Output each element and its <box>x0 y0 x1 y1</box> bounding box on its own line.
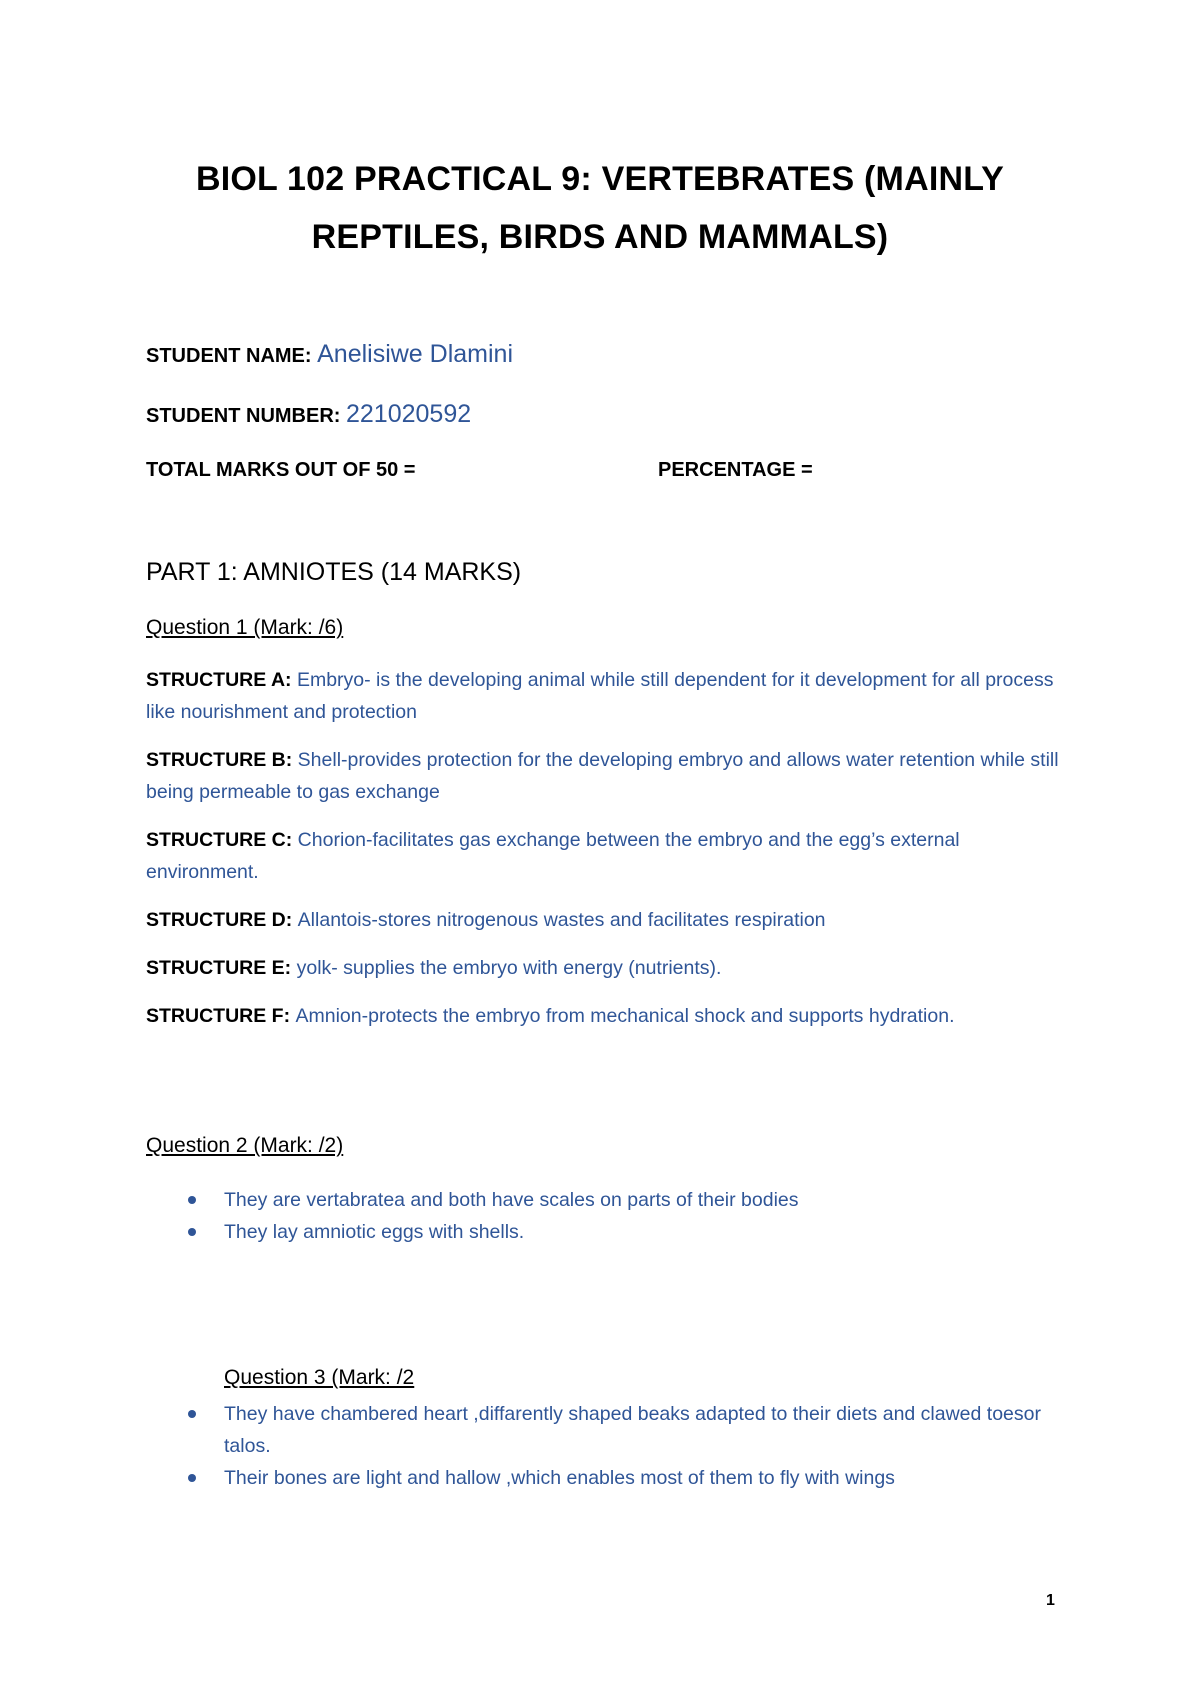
bullet-text: They have chambered heart ,diffarently shaped beaks adapted to their diets and clawed toesor talos. <box>224 1403 1041 1457</box>
bullet-icon <box>188 1196 196 1204</box>
list-item <box>186 1216 1076 1248</box>
part-1-heading: PART 1: AMNIOTES (14 MARKS) <box>146 558 522 586</box>
title-line-2: REPTILES, BIRDS AND MAMMALS) <box>311 218 889 256</box>
structure-answer: Shell-provides protection for the developing embryo and allows water retention while still being permeable to gas exchange <box>146 749 1059 803</box>
percentage-label: PERCENTAGE = <box>658 459 813 481</box>
list-item <box>186 1398 1076 1462</box>
structure-label: STRUCTURE F: <box>146 1005 296 1027</box>
student-number-label: STUDENT NUMBER: <box>146 405 346 427</box>
structure-label: STRUCTURE E: <box>146 957 297 979</box>
structure-answer: Chorion-facilitates gas exchange between the embryo and the egg’s external environment. <box>146 829 960 883</box>
structure-label: STRUCTURE C: <box>146 829 298 851</box>
structure-answer: Embryo- is the developing animal while still dependent for it development for all process like nourishment and protection <box>146 669 1054 723</box>
question-3-heading: Question 3 (Mark: /2 <box>224 1366 415 1389</box>
bullet-icon <box>188 1410 196 1418</box>
structure-a <box>146 664 1076 728</box>
student-name-label: STUDENT NAME: <box>146 345 318 367</box>
structure-answer: Allantois-stores nitrogenous wastes and facilitates respiration <box>297 909 826 931</box>
list-item <box>186 1184 1076 1216</box>
student-name-row <box>146 340 513 370</box>
student-number-row <box>146 400 471 430</box>
structure-answer: yolk- supplies the embryo with energy (nutrients). <box>296 957 722 979</box>
student-number-value: 221020592 <box>346 400 472 428</box>
bullet-icon <box>188 1228 196 1236</box>
bullet-text: Their bones are light and hallow ,which enables most of them to fly with wings <box>224 1467 895 1489</box>
structure-b <box>146 744 1076 808</box>
structure-label: STRUCTURE B: <box>146 749 298 771</box>
question-2-heading: Question 2 (Mark: /2) <box>146 1134 344 1157</box>
structure-c <box>146 824 1076 888</box>
structure-label: STRUCTURE D: <box>146 909 298 931</box>
question-3-answers <box>186 1398 1076 1494</box>
structure-d <box>146 904 1076 936</box>
bullet-icon <box>188 1474 196 1482</box>
document-title <box>120 150 1080 266</box>
structure-label: STRUCTURE A: <box>146 669 297 691</box>
bullet-text: They are vertabratea and both have scales on parts of their bodies <box>224 1189 799 1211</box>
question-2-answers <box>186 1184 1076 1248</box>
question-1-heading: Question 1 (Mark: /6) <box>146 616 344 639</box>
student-name-value: Anelisiwe Dlamini <box>317 340 514 368</box>
structure-f <box>146 1000 1076 1032</box>
title-line-1: BIOL 102 PRACTICAL 9: VERTEBRATES (MAINLY <box>196 160 1004 198</box>
page-number: 1 <box>1046 1592 1055 1609</box>
structure-answer: Amnion-protects the embryo from mechanical shock and supports hydration. <box>295 1005 955 1027</box>
bullet-text: They lay amniotic eggs with shells. <box>224 1221 525 1243</box>
structure-e <box>146 952 1076 984</box>
list-item <box>186 1462 1076 1494</box>
total-marks-label: TOTAL MARKS OUT OF 50 = <box>146 459 416 481</box>
